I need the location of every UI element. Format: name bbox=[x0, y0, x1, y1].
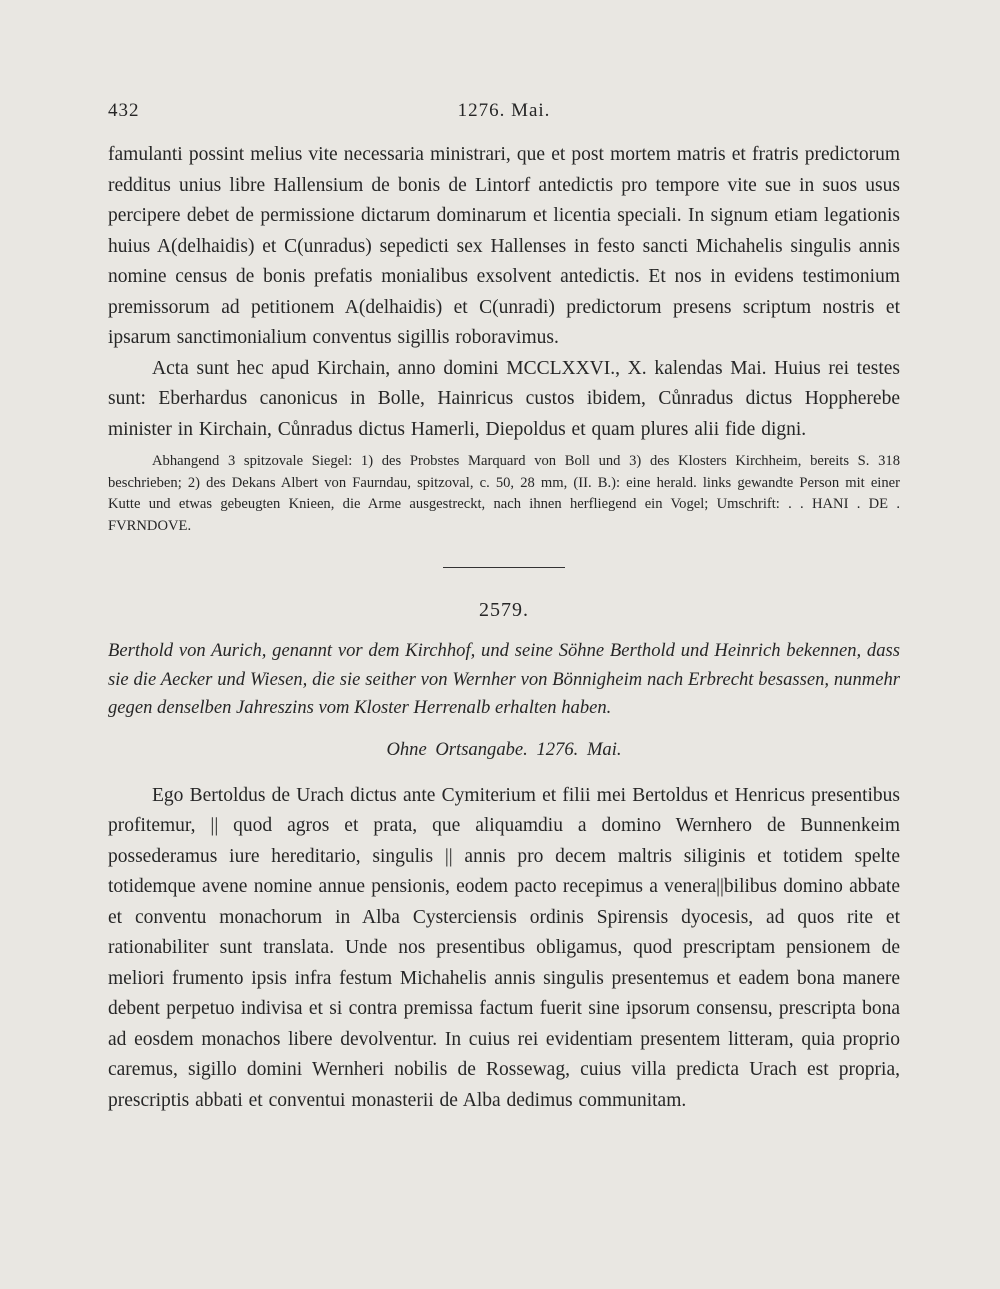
section-divider bbox=[443, 567, 565, 568]
page-number: 432 bbox=[108, 100, 140, 121]
acta-paragraph: Acta sunt hec apud Kirchain, anno domini MCCLXXVI., X. kalendas Mai. Huius rei testes sunt: Eberhardus canonicus in Bolle, Hainricus custos ibidem, Cůnradus dictus Hoppherebe minister in Kirchain, Cůnradus dictus Hamerli, Diepoldus et quam plures alii fide digni. bbox=[108, 357, 900, 440]
running-head bbox=[108, 100, 900, 130]
continuation-paragraph: famulanti possint melius vite necessaria ministrari, que et post mortem matris et fratris predictorum redditus unius libre Hallensium de bonis de Lintorf antedictis pro tempore vite sue in suos usus percipere debet de permissione dictarum dominarum et licentia speciali. In signum etiam legationis huius A(delhaidis) et C(unradus) sepedicti sex Hallenses in festo sancti Michahelis singulis annis nomine census de bonis prefatis monialibus exsolvent antedictis. Et nos in evidens testimonium premissorum ad petitionem A(delhaidis) et C(unradi) predictorum presens scriptum nostris et ipsarum sanctimonialium conventus sigillis roboravimus. bbox=[108, 144, 900, 348]
page-content bbox=[108, 140, 900, 1116]
header-date: 1276. Mai. bbox=[457, 100, 551, 121]
seal-note: Abhangend 3 spitzovale Siegel: 1) des Probstes Marquard von Boll und 3) des Klosters Kirchheim, bereits S. 318 beschrieben; 2) des Dekans Albert von Faurndau, spitzoval, c. 50, 28 mm, (II. B.): eine herald. links gewandte Person mit einer Kutte und etwas gebeugten Knieen, die Arme ausgestreckt, nach ihnen herfliegend ein Vogel; Umschrift: . . HANI . DE . FVRNDOVE. bbox=[108, 453, 900, 534]
document-regest: Berthold von Aurich, genannt vor dem Kirchhof, und seine Söhne Berthold und Heinrich bekennen, dass sie die Aecker und Wiesen, die sie seither von Wernher von Bönnigheim nach Erbrecht besassen, nunmehr gegen denselben Jahreszins vom Kloster Herrenalb erhalten haben. bbox=[108, 640, 900, 718]
document-number: 2579. bbox=[479, 599, 529, 621]
document-text: Ego Bertoldus de Urach dictus ante Cymiterium et filii mei Bertoldus et Henricus presentibus profitemur, || quod agros et prata, que aliquamdiu a domino Wernhero de Bunnenkeim possederamus iure hereditario, singulis || annis pro decem maltris siliginis et totidem spelte totidemque avene nomine annue pensionis, eodem pacto recepimus a venera||bilibus domino abbate et conventu monachorum in Alba Cysterciensis ordinis Spirensis dyocesis, ad quos rite et rationabiliter sunt translata. Unde nos presentibus obligamus, quod prescriptam pensionem de meliori frumento ipsis infra festum Michahelis annis singulis presentemus et eadem bona manere debent perpetuo indivisa et si contra premissa factum fuerit sine ipsorum consensu, prescripta bona ad eosdem monachos libere devolventur. In cuius rei evidentiam presentem litteram, quia proprio caremus, sigillo domini Wernheri nobilis de Rossewag, cuius villa predicta Urach est propria, prescriptis abbati et conventui monasterii de Alba dedimus communitam. bbox=[108, 784, 900, 1111]
document-place-date: Ohne Ortsangabe. 1276. Mai. bbox=[386, 738, 622, 760]
